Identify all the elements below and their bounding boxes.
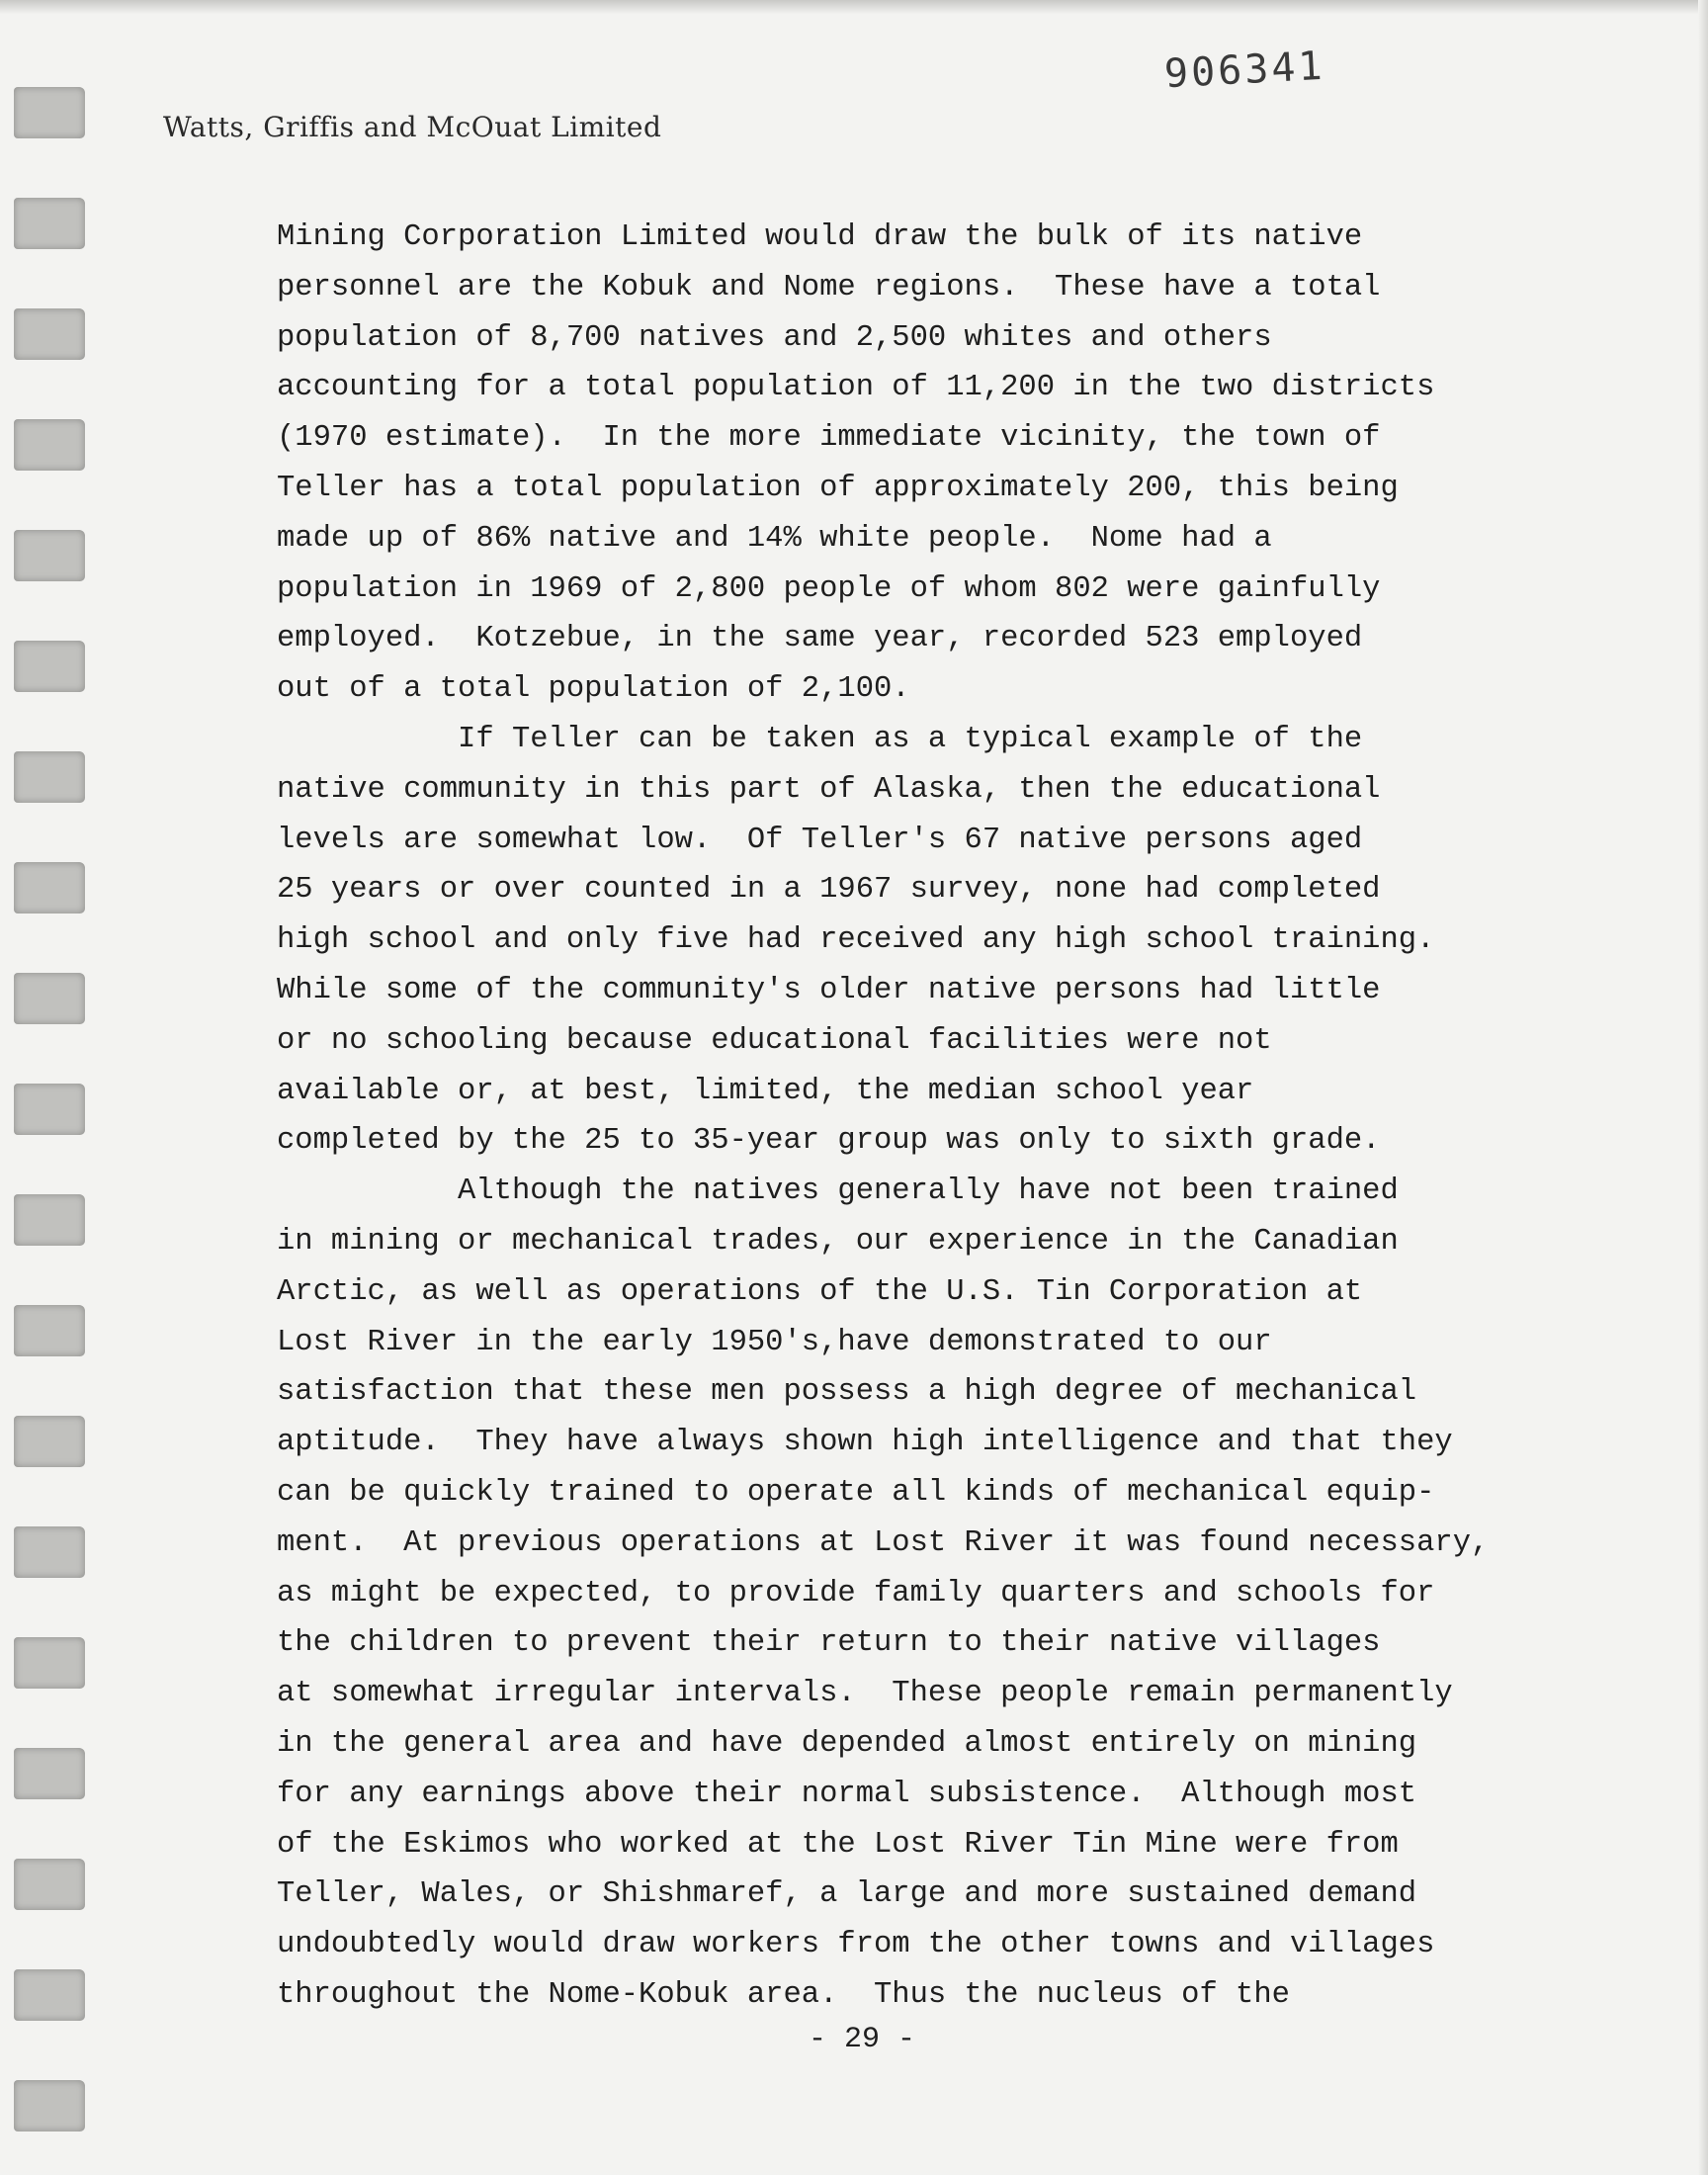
text-line: population of 8,700 natives and 2,500 whites and others bbox=[277, 320, 1272, 355]
text-line: available or, at best, limited, the median school year bbox=[277, 1074, 1254, 1108]
text-line: in the general area and have depended almost entirely on mining bbox=[277, 1726, 1417, 1761]
page-top-edge bbox=[0, 0, 1708, 14]
text-line: or no schooling because educational facilities were not bbox=[277, 1023, 1272, 1058]
text-line: made up of 86% native and 14% white people. Nome had a bbox=[277, 521, 1272, 556]
binding-hole bbox=[14, 530, 85, 581]
text-line: ment. At previous operations at Lost River it was found necessary, bbox=[277, 1525, 1490, 1560]
binding-hole bbox=[14, 641, 85, 692]
text-line: as might be expected, to provide family quarters and schools for bbox=[277, 1576, 1435, 1610]
binding-hole bbox=[14, 1084, 85, 1135]
binding-hole bbox=[14, 2080, 85, 2132]
text-line: Mining Corporation Limited would draw the bulk of its native bbox=[277, 220, 1363, 254]
binding-hole bbox=[14, 1305, 85, 1356]
binding-hole bbox=[14, 751, 85, 803]
text-line: aptitude. They have always shown high intelligence and that they bbox=[277, 1426, 1453, 1460]
text-line: personnel are the Kobuk and Nome regions. These have a total bbox=[277, 270, 1381, 304]
binding-hole bbox=[14, 308, 85, 360]
body-text bbox=[277, 213, 1621, 2021]
binding-hole bbox=[14, 1194, 85, 1246]
text-line: of the Eskimos who worked at the Lost River Tin Mine were from bbox=[277, 1827, 1399, 1862]
text-line: If Teller can be taken as a typical example of the bbox=[277, 722, 1363, 756]
binding-hole bbox=[14, 419, 85, 471]
text-line: employed. Kotzebue, in the same year, recorded 523 employed bbox=[277, 622, 1363, 656]
text-line: (1970 estimate). In the more immediate vicinity, the town of bbox=[277, 421, 1381, 456]
binding-hole bbox=[14, 1859, 85, 1910]
text-line: levels are somewhat low. Of Teller's 67 native persons aged bbox=[277, 823, 1363, 857]
text-line: Teller has a total population of approximately 200, this being bbox=[277, 471, 1399, 505]
page-number: - 29 - bbox=[809, 2023, 916, 2056]
text-line: While some of the community's older native persons had little bbox=[277, 973, 1381, 1007]
text-line: in mining or mechanical trades, our experience in the Canadian bbox=[277, 1224, 1399, 1259]
text-line: Teller, Wales, or Shishmaref, a large and more sustained demand bbox=[277, 1877, 1417, 1912]
text-line: Lost River in the early 1950's,have demonstrated to our bbox=[277, 1325, 1272, 1359]
text-line: Arctic, as well as operations of the U.S. Tin Corporation at bbox=[277, 1274, 1363, 1309]
binding-hole bbox=[14, 973, 85, 1024]
letterhead: Watts, Griffis and McOuat Limited bbox=[163, 111, 662, 143]
text-line: out of a total population of 2,100. bbox=[277, 672, 910, 707]
text-line: Although the natives generally have not been trained bbox=[277, 1174, 1399, 1209]
binding-hole bbox=[14, 1416, 85, 1467]
text-line: undoubtedly would draw workers from the other towns and villages bbox=[277, 1928, 1435, 1962]
binding-hole bbox=[14, 1969, 85, 2021]
text-line: for any earnings above their normal subsistence. Although most bbox=[277, 1777, 1417, 1811]
binding-hole bbox=[14, 1637, 85, 1689]
text-line: completed by the 25 to 35-year group was only to sixth grade. bbox=[277, 1124, 1381, 1159]
text-line: accounting for a total population of 11,200 in the two districts bbox=[277, 371, 1435, 405]
text-line: high school and only five had received any high school training. bbox=[277, 923, 1435, 958]
text-line: throughout the Nome-Kobuk area. Thus the nucleus of the bbox=[277, 1977, 1290, 2012]
text-line: 25 years or over counted in a 1967 survey, none had completed bbox=[277, 873, 1381, 908]
page-right-edge bbox=[1698, 0, 1708, 2175]
document-stamp-number: 906341 bbox=[1162, 43, 1326, 98]
binding-holes bbox=[6, 0, 95, 2175]
text-line: can be quickly trained to operate all kinds of mechanical equip- bbox=[277, 1475, 1435, 1510]
text-line: satisfaction that these men possess a high degree of mechanical bbox=[277, 1375, 1417, 1410]
binding-hole bbox=[14, 198, 85, 249]
text-line: native community in this part of Alaska, then the educational bbox=[277, 772, 1381, 807]
binding-hole bbox=[14, 1526, 85, 1578]
text-line: population in 1969 of 2,800 people of whom 802 were gainfully bbox=[277, 571, 1381, 606]
binding-hole bbox=[14, 862, 85, 914]
text-line: the children to prevent their return to their native villages bbox=[277, 1626, 1381, 1661]
binding-hole bbox=[14, 87, 85, 138]
binding-hole bbox=[14, 1748, 85, 1799]
text-line: at somewhat irregular intervals. These people remain permanently bbox=[277, 1677, 1453, 1711]
